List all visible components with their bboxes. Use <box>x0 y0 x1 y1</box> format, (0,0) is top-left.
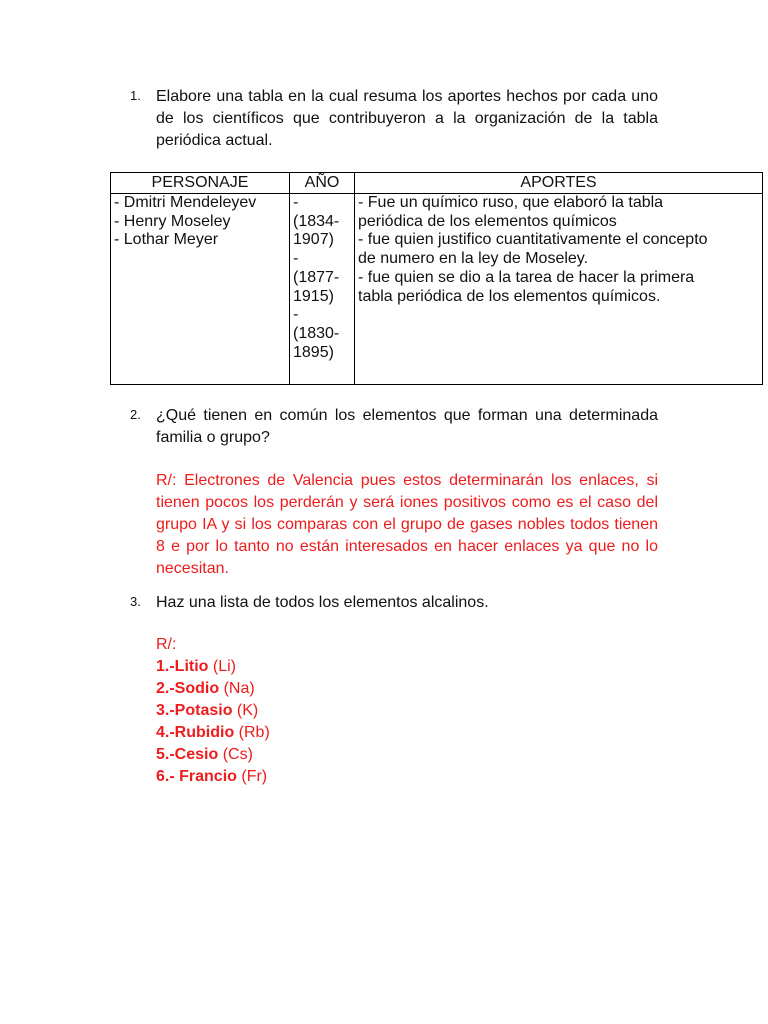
answer-label: R/: <box>156 636 177 653</box>
ano-line: - <box>293 306 299 324</box>
aporte-line: de numero en la ley de Moseley. <box>358 250 589 268</box>
header-aportes: APORTES <box>355 173 763 194</box>
element-symbol: (Li) <box>212 658 236 675</box>
table-header-row <box>111 173 763 194</box>
aporte-line: - fue quien justifico cuantitativamente el concepto <box>358 231 708 249</box>
question-text: ¿Qué tienen en común los elementos que forman una determinada familia o grupo? <box>156 407 658 446</box>
aporte-line: tabla periódica de los elementos químicos. <box>358 287 661 305</box>
question-text: Elabore una tabla en la cual resuma los aportes hechos por cada uno de los científicos que contribuyeron a la organización de la tabla periódica actual. <box>156 88 658 149</box>
header-personaje: PERSONAJE <box>111 173 290 194</box>
aportes-cell <box>355 194 763 385</box>
ano-cell <box>290 194 355 385</box>
header-ano: AÑO <box>290 173 355 194</box>
element-name: 6.- Francio <box>156 768 237 785</box>
question-number: 1. <box>130 88 141 103</box>
aporte-line: - Fue un químico ruso, que elaboró la tabla <box>358 194 664 211</box>
question-2 <box>130 405 658 580</box>
question-3 <box>130 592 658 788</box>
question-1 <box>130 86 658 152</box>
element-name: 1.-Litio <box>156 658 209 675</box>
personaje-line: - Dmitri Mendeleyev <box>114 194 257 211</box>
list-item <box>156 722 658 744</box>
personaje-line: - Henry Moseley <box>114 212 231 230</box>
personaje-line: - Lothar Meyer <box>114 231 219 249</box>
answer-text: R/: Electrones de Valencia pues estos determinarán los enlaces, si tienen pocos los perderán y será iones positivos como es el caso del grupo IA y si los comparas con el grupo de gases nobles todos tienen 8 e por lo tanto no están interesados en hacer enlaces ya que no lo necesitan. <box>156 472 658 577</box>
contributions-table <box>110 172 763 385</box>
element-name: 5.-Cesio <box>156 746 219 763</box>
list-item <box>156 656 658 678</box>
list-item <box>156 766 658 788</box>
aporte-line: - fue quien se dio a la tarea de hacer la primera <box>358 268 695 286</box>
ano-line: - <box>293 194 299 211</box>
ano-line: (1877- <box>293 268 340 286</box>
element-symbol: (Fr) <box>241 768 268 785</box>
element-symbol: (Rb) <box>238 724 270 741</box>
list-item <box>156 700 658 722</box>
list-item <box>156 744 658 766</box>
ano-line: - <box>293 250 299 268</box>
table-row <box>111 194 763 385</box>
element-name: 2.-Sodio <box>156 680 220 697</box>
element-name: 3.-Potasio <box>156 702 233 719</box>
element-symbol: (Na) <box>223 680 255 697</box>
question-text: Haz una lista de todos los elementos alcalinos. <box>156 594 489 611</box>
ano-line: 1895) <box>293 343 334 361</box>
question-number: 3. <box>130 594 141 609</box>
aporte-line: periódica de los elementos químicos <box>358 212 617 230</box>
element-name: 4.-Rubidio <box>156 724 235 741</box>
ano-line: 1907) <box>293 231 334 249</box>
element-symbol: (K) <box>236 702 259 719</box>
ano-line: 1915) <box>293 287 334 305</box>
element-symbol: (Cs) <box>222 746 253 763</box>
alkali-list <box>156 634 658 788</box>
question-number: 2. <box>130 407 141 422</box>
list-item <box>156 678 658 700</box>
personaje-cell <box>111 194 290 385</box>
ano-line: (1830- <box>293 324 340 342</box>
ano-line: (1834- <box>293 212 340 230</box>
